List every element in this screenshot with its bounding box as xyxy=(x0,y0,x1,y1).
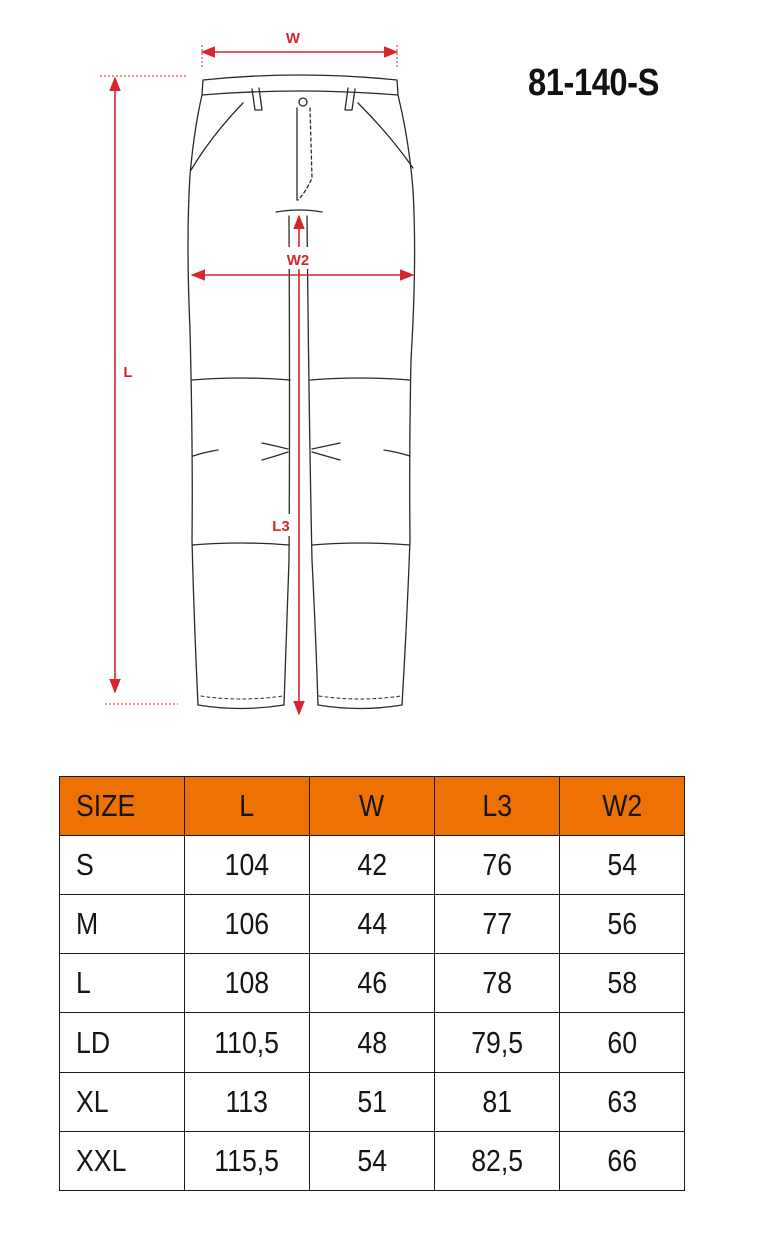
l-cell: 115,5 xyxy=(185,1131,310,1190)
l-cell: 108 xyxy=(185,954,310,1013)
table-row xyxy=(60,1072,685,1131)
w2-cell: 63 xyxy=(560,1072,685,1131)
product-code: 81-140-S xyxy=(528,62,660,104)
l3-cell: 77 xyxy=(435,895,560,954)
size-cell: XL xyxy=(60,1072,185,1131)
l-cell: 113 xyxy=(185,1072,310,1131)
header-l: L xyxy=(185,777,310,836)
size-cell: M xyxy=(60,895,185,954)
w-cell: 42 xyxy=(310,836,435,895)
label-l3: L3 xyxy=(272,518,290,535)
size-cell: S xyxy=(60,836,185,895)
table-row xyxy=(60,954,685,1013)
w-cell: 51 xyxy=(310,1072,435,1131)
l-cell: 106 xyxy=(185,895,310,954)
header-w2: W2 xyxy=(560,777,685,836)
l3-cell: 79,5 xyxy=(435,1013,560,1072)
table-row xyxy=(60,895,685,954)
table-row xyxy=(60,836,685,895)
size-cell: LD xyxy=(60,1013,185,1072)
label-l: L xyxy=(123,364,133,381)
dimension-lines xyxy=(100,45,413,714)
w-cell: 48 xyxy=(310,1013,435,1072)
size-chart-table xyxy=(59,776,685,1191)
l3-cell: 78 xyxy=(435,954,560,1013)
label-w2: W2 xyxy=(286,252,310,269)
l3-cell: 76 xyxy=(435,836,560,895)
w-cell: 44 xyxy=(310,895,435,954)
header-w: W xyxy=(310,777,435,836)
size-cell: XXL xyxy=(60,1131,185,1190)
label-w: W xyxy=(285,30,301,47)
header-size: SIZE xyxy=(60,777,185,836)
l-cell: 104 xyxy=(185,836,310,895)
header-l3: L3 xyxy=(435,777,560,836)
table-row xyxy=(60,1013,685,1072)
w2-cell: 60 xyxy=(560,1013,685,1072)
w-cell: 54 xyxy=(310,1131,435,1190)
l3-cell: 82,5 xyxy=(435,1131,560,1190)
w2-cell: 56 xyxy=(560,895,685,954)
l-cell: 110,5 xyxy=(185,1013,310,1072)
l3-cell: 81 xyxy=(435,1072,560,1131)
w2-cell: 54 xyxy=(560,836,685,895)
table-row xyxy=(60,1131,685,1190)
w-cell: 46 xyxy=(310,954,435,1013)
w2-cell: 66 xyxy=(560,1131,685,1190)
table-header-row xyxy=(60,777,685,836)
w2-cell: 58 xyxy=(560,954,685,1013)
trousers-outline xyxy=(188,75,415,709)
size-cell: L xyxy=(60,954,185,1013)
